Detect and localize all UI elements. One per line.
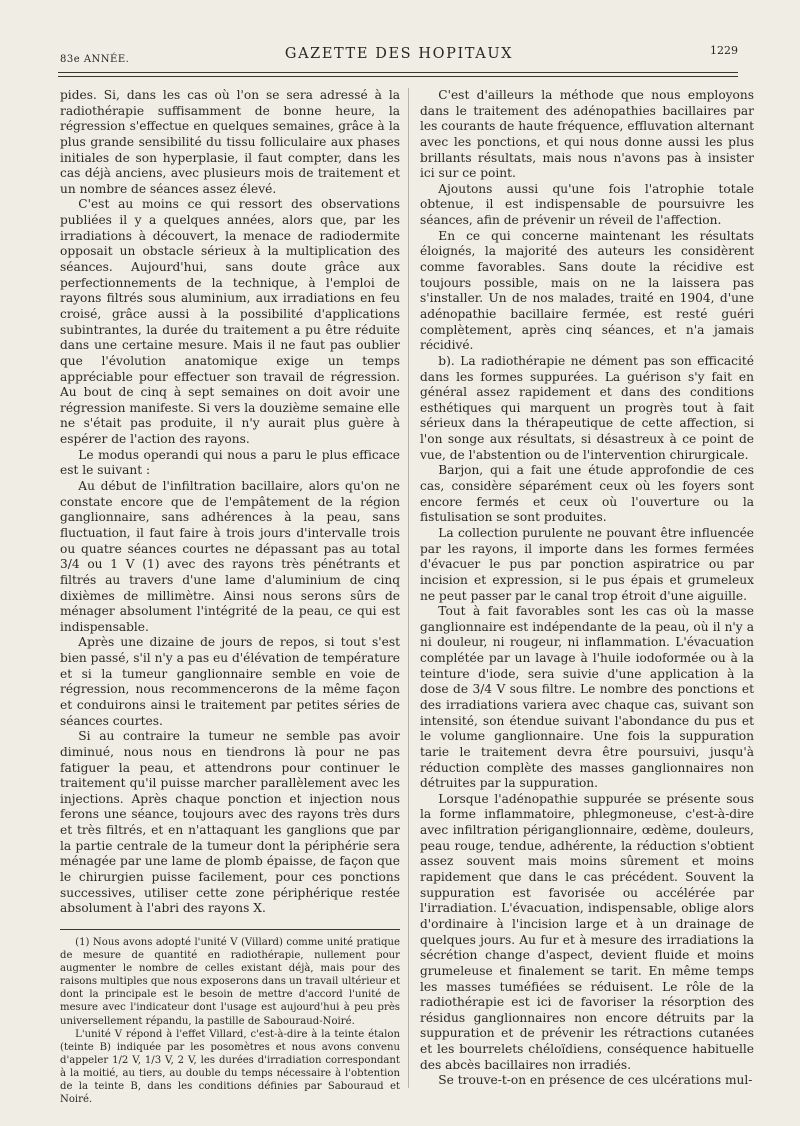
year-label: 83e ANNÉE. [60, 54, 130, 65]
journal-title: GAZETTE DES HOPITAUX [284, 46, 514, 62]
paragraph: b). La radiothérapie ne dément pas son efficacité dans les formes suppurées. La guérison s'y fait en général assez rapidement et dans des conditions esthétiques qui marquent un progrès tout à fait sérieux dans la thérapeutique de cette affection, si l'on songe aux résultats, si désastreux à ce point de vue, de l'abstention ou de l'intervention chirurgicale. [420, 353, 754, 462]
footnote-rule [60, 929, 400, 930]
paragraph: Tout à fait favorables sont les cas où la masse ganglionnaire est indépendante de la peau, où il n'y a ni douleur, ni rougeur, ni inflammation. L'évacuation complétée par un lavage à l'huile iodoformée ou à la teinture d'iode, sera suivie d'une application à la dose de 3/4 V sous filtre. Le nombre des ponctions et des irradiations variera avec chaque cas, suivant son intensité, son étendue suivant l'abondance du pus et le volume ganglionnaire. Une fois la suppuration tarie le traitement devra être poursuivi, jusqu'à réduction complète des masses ganglionnaires non détruites par la suppuration. [420, 604, 754, 791]
footnote-paragraph: (1) Nous avons adopté l'unité V (Villard) comme unité pratique de mesure de quantité en radiothérapie, nullement pour augmenter le nombre de celles existant déjà, mais pour des raisons multiples que nous exposerons dans un travail ultérieur et dont la principale est le besoin de mettre d'accord l'unité de mesure avec l'indicateur dont l'usage est aujourd'hui à peu près universellement répandu, la pastille de Sabouraud-Noiré. [60, 936, 400, 1027]
page-number: 1229 [710, 44, 738, 57]
paragraph: Le modus operandi qui nous a paru le plus efficace est le suivant : [60, 447, 400, 478]
left-column [60, 88, 400, 1106]
paragraph: La collection purulente ne pouvant être influencée par les rayons, il importe dans les formes fermées d'évacuer le pus par ponction aspiratrice ou par incision et expression, si le pus épais et grumeleux ne peut passer par le canal trop étroit d'une aiguille. [420, 525, 754, 603]
header-rule-bottom [58, 76, 738, 77]
paragraph: C'est au moins ce qui ressort des observations publiées il y a quelques années, alors que, par les irradiations à découvert, la menace de radiodermite opposait un obstacle sérieux à la multiplication des séances. Aujourd'hui, sans doute grâce aux perfectionnements de la technique, à l'emploi de rayons filtrés sous aluminium, aux irradiations en feu croisé, grâce aussi à la possibilité d'applications subintrantes, la durée du traitement a pu être réduite dans une certaine mesure. Mais il ne faut pas oublier que l'évolution anatomique exige un temps appréciable pour effectuer son travail de régression. Au bout de cinq à sept semaines on doit avoir une régression manifeste. Si vers la douzième semaine elle ne s'était pas produite, il n'y aurait plus guère à espérer de l'action des rayons. [60, 197, 400, 447]
paragraph: Barjon, qui a fait une étude approfondie de ces cas, considère séparément ceux où les foyers sont encore fermés et ceux où l'ouverture ou la fistulisation se sont produites. [420, 463, 754, 525]
footnote-paragraph: L'unité V répond à l'effet Villard, c'est-à-dire à la teinte étalon (teinte B) indiquée par les posomètres et nous avons convenu d'appeler 1/2 V, 1/3 V, 2 V, les durées d'irradiation correspondant à la moitié, au tiers, au double du temps nécessaire à l'obtention de la teinte B, dans les conditions définies par Sabouraud et Noiré. [60, 1028, 400, 1106]
paragraph: Se trouve-t-on en présence de ces ulcérations mul- [438, 1073, 753, 1088]
paragraph: Lorsque l'adénopathie suppurée se présente sous la forme inflammatoire, phlegmoneuse, c'est-à-dire avec infiltration périganglionnaire, œdème, douleurs, peau rouge, tendue, adhérente, la réduction s'obtient assez souvent mais moins sûrement et moins rapidement que dans le cas précédent. Souvent la suppuration est favorisée ou accélérée par l'irradiation. L'évacuation, indispensable, oblige alors d'ordinaire à l'incision large et à un drainage de quelques jours. Au fur et à mesure des irradiations la sécrétion change d'aspect, devient fluide et moins grumeleuse et finalement se tarit. En même temps les masses tuméfiées se réduisent. Le rôle de la radiothérapie est ici de favoriser la résorption des résidus ganglionnaires non encore détruits par la suppuration et de prévenir les rétractions cutanées et les bourrelets chéloïdiens, conséquence habituelle des abcès bacillaires non irradiés. [420, 791, 754, 1072]
paragraph: Si au contraire la tumeur ne semble pas avoir diminué, nous nous en tiendrons là pour ne pas fatiguer la peau, et attendrons pour continuer le traitement qu'il puisse marcher parallèlement avec les injections. Après chaque ponction et injection nous ferons une séance, toujours avec des rayons très durs et très filtrés, et en n'attaquant les ganglions que par la partie centrale de la tumeur dont la périphérie sera ménagée par une lame de plomb épaisse, de façon que le chirurgien puisse facilement, pour ces ponctions successives, utiliser cette zone périphérique restée absolument à l'abri des rayons X. [60, 729, 400, 916]
paragraph: pides. Si, dans les cas où l'on se sera adressé à la radiothérapie suffisamment de bonne heure, la régression s'effectue en quelques semaines, grâce à la plus grande sensibilité du tissu folliculaire aux phases initiales de son hyperplasie, il faut compter, dans les cas déjà anciens, avec plusieurs mois de traitement et un nombre de séances assez élevé. [60, 88, 400, 196]
paragraph: Après une dizaine de jours de repos, si tout s'est bien passé, s'il n'y a pas eu d'élévation de température et si la tumeur ganglionnaire semble en voie de régression, nous recommencerons de la même façon et conduirons ainsi le traitement par petites séries de séances courtes. [60, 635, 400, 728]
right-column [420, 88, 754, 1089]
paragraph: Ajoutons aussi qu'une fois l'atrophie totale obtenue, il est indispensable de poursuivre les séances, afin de prévenir un réveil de l'affection. [420, 181, 754, 228]
header-rule-top [58, 72, 738, 73]
paragraph: En ce qui concerne maintenant les résultats éloignés, la majorité des auteurs les considèrent comme favorables. Sans doute la récidive est toujours possible, mais on ne la laissera pas s'installer. Un de nos malades, traité en 1904, d'une adénopathie bacillaire fermée, est resté guéri complètement, après cinq séances, et n'a jamais récidivé. [420, 228, 754, 353]
paragraph: Au début de l'infiltration bacillaire, alors qu'on ne constate encore que de l'empâtement de la région ganglionnaire, sans adhérences à la peau, sans fluctuation, il faut faire à trois jours d'intervalle trois ou quatre séances courtes ne dépassant pas au total 3/4 ou 1 V (1) avec des rayons très pénétrants et filtrés au travers d'une lame d'aluminium de cinq dixièmes de millimètre. Ainsi nous serons sûrs de ménager absolument l'intégrité de la peau, ce qui est indispensable. [60, 479, 400, 634]
paragraph: C'est d'ailleurs la méthode que nous employons dans le traitement des adénopathies bacillaires par les courants de haute fréquence, effluvation alternant avec les ponctions, et qui nous donne aussi les plus brillants résultats, mais nous n'avons pas à insister ici sur ce point. [420, 88, 754, 181]
footnote [60, 936, 400, 1106]
page-header [60, 40, 738, 68]
column-separator [408, 88, 409, 1088]
